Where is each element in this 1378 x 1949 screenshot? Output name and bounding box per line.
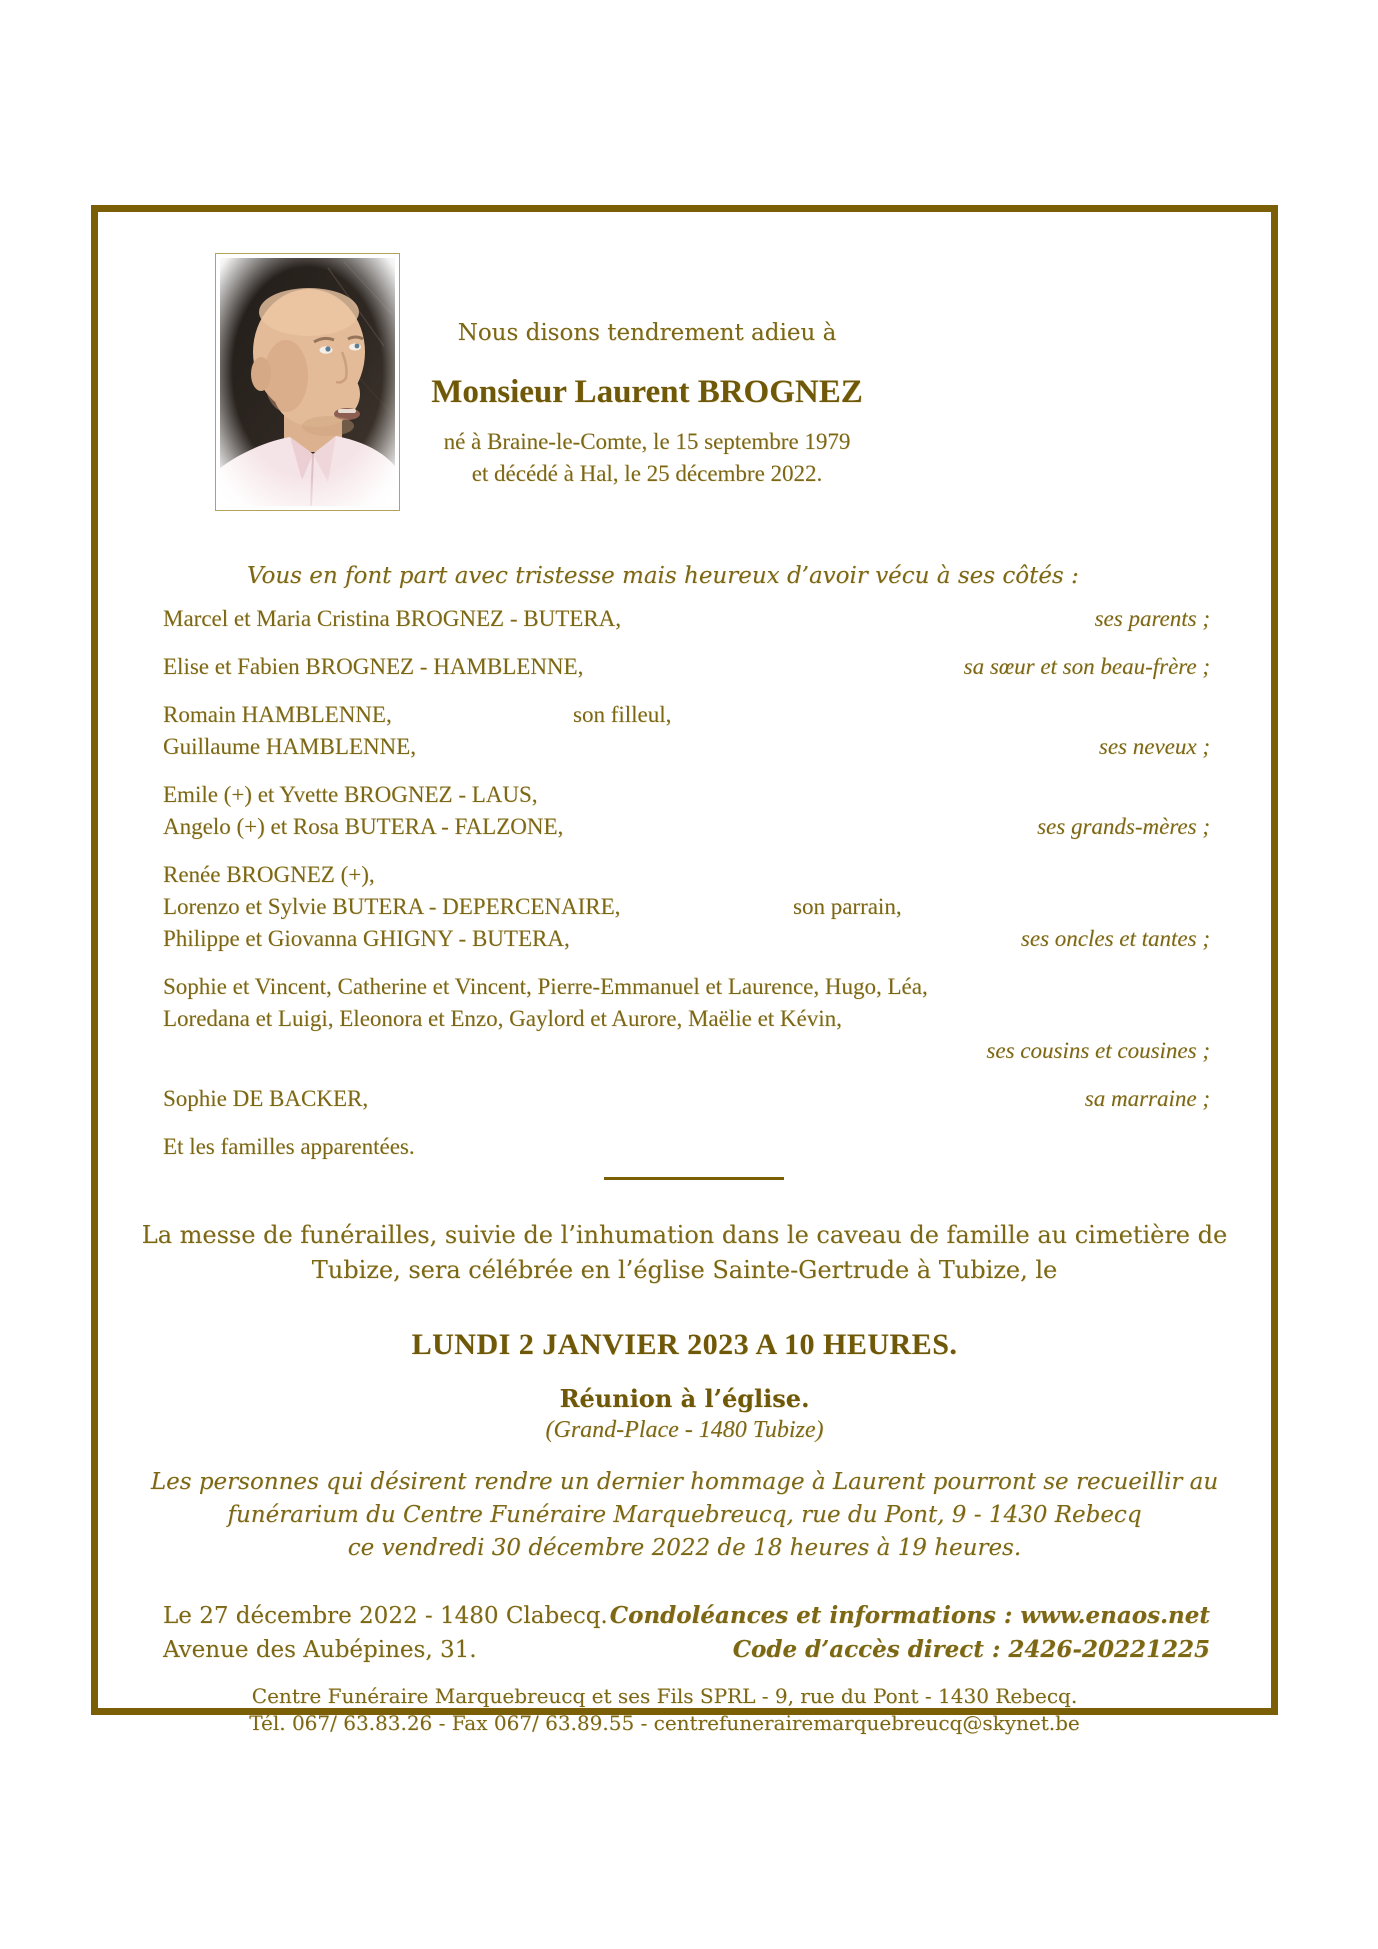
issued-block [163, 1599, 608, 1667]
family-row [163, 699, 1210, 731]
header-section [98, 212, 1271, 507]
family-row [163, 1003, 1210, 1035]
family-role: ses cousins et cousines ; [986, 1038, 1210, 1063]
family-names: Sophie DE BACKER, [163, 1086, 369, 1111]
condolences-line: Condoléances et informations : www.enaos.net [609, 1602, 1210, 1629]
visitation-text [98, 1466, 1271, 1565]
family-role-inline: son filleul, [573, 702, 672, 727]
family-role: sa sœur et son beau-frère ; [963, 654, 1210, 679]
birth-line: né à Braine-le-Comte, le 15 septembre 1979 [443, 428, 851, 454]
ceremony-text [98, 1218, 1271, 1288]
visitation-line: ce vendredi 30 décembre 2022 de 18 heures à 19 heures. [347, 1535, 1022, 1561]
meeting-place: (Grand-Place - 1480 Tubize) [545, 1417, 824, 1443]
family-row [163, 651, 1210, 683]
family-row [163, 971, 1210, 1003]
access-code-line: Code d’accès direct : 2426-20221225 [732, 1636, 1210, 1663]
funeral-home-footer [98, 1683, 1231, 1737]
family-row [163, 1035, 1210, 1067]
family-names: Loredana et Luigi, Eleonora et Enzo, Gaylord et Aurore, Maëlie et Kévin, [163, 1006, 842, 1031]
family-list [163, 603, 1210, 1163]
visitation-line: funérarium du Centre Funéraire Marquebreucq, rue du Pont, 9 - 1430 Rebecq [227, 1502, 1142, 1528]
ceremony-line: La messe de funérailles, suivie de l’inhumation dans le caveau de famille au cimetière de [141, 1221, 1228, 1249]
family-names: Et les familles apparentées. [163, 1134, 415, 1159]
family-names: Angelo (+) et Rosa BUTERA - FALZONE, [163, 814, 564, 839]
ceremony-line: Tubize, sera célébrée en l’église Sainte-Gertrude à Tubize, le [311, 1256, 1058, 1284]
family-names: Lorenzo et Sylvie BUTERA - DEPERCENAIRE, [163, 894, 621, 919]
family-names: Sophie et Vincent, Catherine et Vincent, Pierre-Emmanuel et Laurence, Hugo, Léa, [163, 974, 928, 999]
farewell-line: Nous disons tendrement adieu à [457, 320, 837, 346]
family-role: ses neveux ; [1098, 734, 1210, 759]
family-row [163, 1131, 1210, 1163]
death-line: et décédé à Hal, le 25 décembre 2022. [471, 460, 823, 486]
family-role: sa marraine ; [1084, 1086, 1210, 1111]
family-names: Marcel et Maria Cristina BROGNEZ - BUTERA, [163, 606, 621, 631]
family-row [163, 779, 1210, 811]
family-row [163, 603, 1210, 635]
family-row [163, 923, 1210, 955]
condolences-block [610, 1599, 1210, 1667]
portrait-illustration [216, 254, 399, 510]
deceased-name: Monsieur Laurent BROGNEZ [431, 373, 863, 410]
issued-row [163, 1599, 1210, 1667]
portrait-photo [215, 253, 400, 511]
family-names: Philippe et Giovanna GHIGNY - BUTERA, [163, 926, 570, 951]
family-names: Guillaume HAMBLENNE, [163, 734, 416, 759]
family-row [163, 859, 1210, 891]
family-row [163, 1083, 1210, 1115]
obituary-card [91, 205, 1278, 1735]
family-role-inline: son parrain, [793, 894, 902, 919]
family-intro-line: Vous en font part avec tristesse mais heureux d’avoir vécu à ses côtés : [247, 563, 1079, 589]
family-names: Elise et Fabien BROGNEZ - HAMBLENNE, [163, 654, 584, 679]
visitation-line: Les personnes qui désirent rendre un dernier hommage à Laurent pourront se recueillir au [150, 1469, 1219, 1495]
family-role: ses grands-mères ; [1037, 814, 1210, 839]
family-row [163, 891, 1210, 923]
section-divider [604, 1177, 784, 1180]
family-row [163, 731, 1210, 763]
family-names: Renée BROGNEZ (+), [163, 862, 375, 887]
family-names: Emile (+) et Yvette BROGNEZ - LAUS, [163, 782, 538, 807]
family-names: Romain HAMBLENNE, [163, 702, 392, 727]
family-role: ses parents ; [1094, 606, 1210, 631]
meeting-line: Réunion à l’église. [559, 1384, 810, 1413]
funeral-home-line: Centre Funéraire Marquebreucq et ses Fils SPRL - 9, rue du Pont - 1430 Rebecq. [251, 1684, 1078, 1708]
family-row [163, 811, 1210, 843]
ceremony-datetime: LUNDI 2 JANVIER 2023 A 10 HEURES. [411, 1328, 958, 1361]
family-role: ses oncles et tantes ; [1020, 926, 1210, 951]
funeral-home-contact: Tél. 067/ 63.83.26 - Fax 067/ 63.89.55 - centrefunerairemarquebreucq@skynet.be [249, 1711, 1080, 1735]
issued-date-place: Le 27 décembre 2022 - 1480 Clabecq. [163, 1603, 608, 1629]
issued-address: Avenue des Aubépines, 31. [163, 1637, 477, 1663]
